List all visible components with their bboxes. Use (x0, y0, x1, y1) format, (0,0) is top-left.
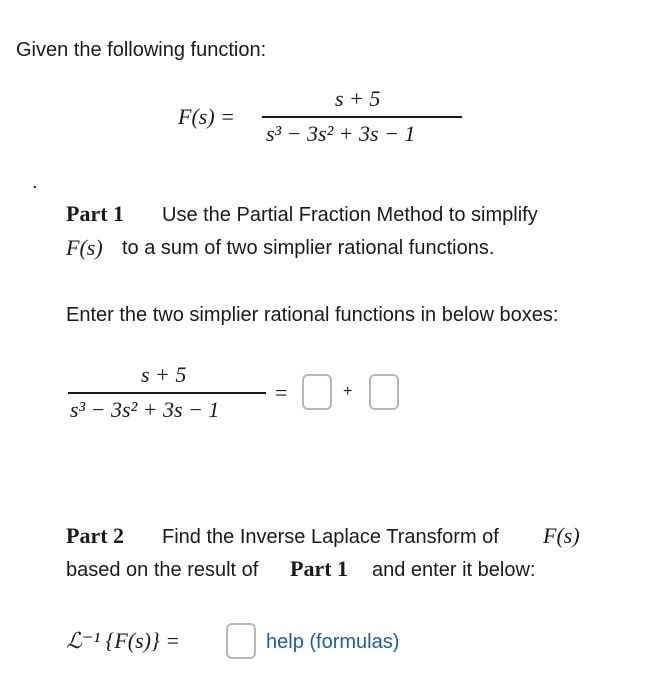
part1-line1: Use the Partial Fraction Method to simplify (162, 204, 538, 226)
eq1-equals: = (275, 380, 288, 405)
part1-label: Part 1 (66, 201, 125, 226)
instruction-text: Enter the two simplier rational functions in below boxes: (66, 304, 559, 326)
part2-fs: F(s) (543, 523, 580, 548)
intro-text: Given the following function: (16, 39, 267, 61)
eq2-lhs (66, 630, 180, 652)
part2-line2-bold: Part 1 (290, 556, 349, 581)
eq1-numerator: s + 5 (141, 362, 187, 387)
answer-box-term1[interactable] (302, 374, 332, 410)
eq1-fraction-bar (68, 392, 266, 394)
part2-line2-pre: based on the result of (66, 559, 259, 581)
help-formulas-link[interactable]: help (formulas) (266, 631, 400, 653)
function-lhs: F(s) = (178, 104, 235, 129)
answer-box-term2[interactable] (369, 374, 399, 410)
part1-line2: to a sum of two simplier rational functions. (122, 237, 495, 259)
eq1-denominator: s³ − 3s² + 3s − 1 (70, 397, 220, 422)
function-denominator: s³ − 3s² + 3s − 1 (266, 121, 416, 146)
part2-line2-post: and enter it below: (372, 559, 536, 581)
function-numerator: s + 5 (335, 86, 381, 111)
function-fraction-bar (262, 116, 462, 118)
part2-label: Part 2 (66, 523, 125, 548)
part1-fs: F(s) (66, 235, 103, 260)
part2-line1: Find the Inverse Laplace Transform of (162, 526, 499, 548)
bullet-dot: . (32, 171, 38, 193)
answer-box-inverse-laplace[interactable] (226, 623, 256, 659)
eq1-plus: + (343, 383, 353, 400)
inverse-laplace-expression: ℒ⁻¹ {F(s)} = (66, 628, 181, 653)
